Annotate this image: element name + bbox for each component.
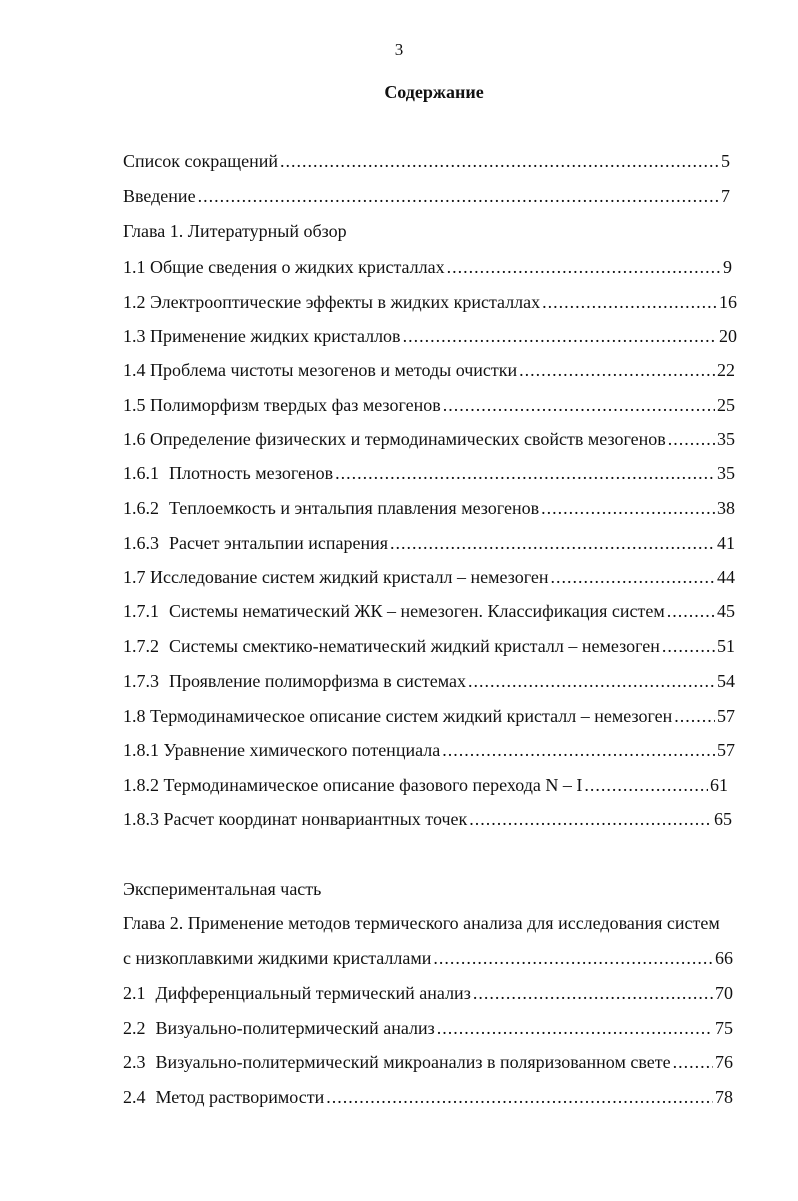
toc-entry-page: 35 <box>717 429 735 449</box>
toc-entry <box>123 462 735 484</box>
leader-dots <box>668 428 715 450</box>
toc-entry-label: 1.3 Применение жидких кристаллов <box>123 326 401 346</box>
toc-entry-title: Визуально-политермический анализ <box>155 1018 435 1038</box>
toc-section-heading: Экспериментальная часть <box>123 879 322 899</box>
leader-dots <box>442 739 715 761</box>
toc-entry-page: 54 <box>717 671 735 691</box>
toc-entry-label: 1.6 Определение физических и термодинамических свойств мезогенов <box>123 429 666 449</box>
toc-entry-number: 1.7.2 <box>123 636 159 656</box>
toc-entry-label: 1.8.3 Расчет координат нонвариантных точек <box>123 809 468 829</box>
toc-entry-label: 1.2 Электрооптические эффекты в жидких кристаллах <box>123 292 541 312</box>
toc-entry <box>123 1086 733 1108</box>
toc-entry <box>123 394 735 416</box>
leader-dots <box>542 291 717 313</box>
toc-entry-title: Плотность мезогенов <box>169 463 334 483</box>
toc-entry <box>123 705 735 727</box>
toc-entry <box>123 256 732 278</box>
toc-entry-page: 20 <box>719 326 737 346</box>
leader-dots <box>390 532 715 554</box>
toc-entry <box>123 566 735 588</box>
toc-entry-label <box>123 1051 671 1073</box>
leader-dots <box>519 359 715 381</box>
toc-entry-label: 1.5 Полиморфизм твердых фаз мезогенов <box>123 395 441 415</box>
toc-entry-title: Системы нематический ЖК – немезоген. Классификация систем <box>169 601 665 621</box>
toc-entry-label: 1.7 Исследование систем жидкий кристалл – немезоген <box>123 567 549 587</box>
toc-entry-title: Проявление полиморфизма в системах <box>169 671 466 691</box>
toc-entry <box>123 359 735 381</box>
toc-entry-label: 1.8.1 Уравнение химического потенциала <box>123 740 441 760</box>
leader-dots <box>403 325 717 347</box>
toc-entry-label: Введение <box>123 186 196 206</box>
toc-entry-label <box>123 635 660 657</box>
toc-entry-label <box>123 982 471 1004</box>
toc-entry-number: 1.7.1 <box>123 601 159 621</box>
toc-entry <box>123 635 735 657</box>
leader-dots <box>447 256 721 278</box>
leader-dots <box>437 1017 713 1039</box>
toc-entry <box>123 291 737 313</box>
toc-entry-number: 1.6.2 <box>123 498 159 518</box>
toc-entry <box>123 1017 733 1039</box>
toc-entry <box>123 982 733 1004</box>
toc-entry-number: 2.3 <box>123 1052 146 1072</box>
toc-entry-page: 75 <box>715 1018 733 1038</box>
toc-entry-title: Системы смектико-нематический жидкий кристалл – немезоген <box>169 636 660 656</box>
toc-entry-label <box>123 462 333 484</box>
toc-heading: Глава 1. Литературный обзор <box>123 221 347 241</box>
toc-entry-title: Метод растворимости <box>155 1087 325 1107</box>
toc-entry <box>123 428 735 450</box>
leader-dots <box>673 1051 713 1073</box>
toc-entry-label <box>123 497 539 519</box>
leader-dots <box>541 497 715 519</box>
toc-entry-label <box>123 670 466 692</box>
toc-entry-label: 1.8.2 Термодинамическое описание фазового перехода N – I <box>123 775 583 795</box>
leader-dots <box>335 462 715 484</box>
toc-entry-label: 1.8 Термодинамическое описание систем жидкий кристалл – немезоген <box>123 706 673 726</box>
toc-entry <box>123 150 730 172</box>
toc-entry-number: 1.6.3 <box>123 533 159 553</box>
toc-entry <box>123 185 730 207</box>
toc-entry-label <box>123 600 665 622</box>
toc-entry-page: 41 <box>717 533 735 553</box>
toc-entry <box>123 1051 733 1073</box>
leader-dots <box>326 1086 713 1108</box>
toc-entry-number: 2.1 <box>123 983 146 1003</box>
leader-dots <box>584 774 708 796</box>
toc-entry <box>123 739 735 761</box>
toc-entry-page: 25 <box>717 395 735 415</box>
toc-entry <box>123 947 733 969</box>
toc-entry-page: 35 <box>717 463 735 483</box>
toc-entry <box>123 808 732 830</box>
toc-entry-page: 78 <box>715 1087 733 1107</box>
leader-dots <box>551 566 715 588</box>
toc-entry <box>123 532 735 554</box>
toc-entry-label: Список сокращений <box>123 151 278 171</box>
toc-entry <box>123 774 728 796</box>
leader-dots <box>443 394 715 416</box>
toc-entry-title: Расчет энтальпии испарения <box>169 533 388 553</box>
toc-entry-page: 61 <box>710 775 728 795</box>
toc-entry-label: 1.1 Общие сведения о жидких кристаллах <box>123 257 445 277</box>
toc-entry-title: Визуально-политермический микроанализ в поляризованном свете <box>155 1052 671 1072</box>
toc-entry <box>123 325 737 347</box>
toc-entry-label: с низкоплавкими жидкими кристаллами <box>123 948 432 968</box>
toc-entry-label: 1.4 Проблема чистоты мезогенов и методы очистки <box>123 360 518 380</box>
toc-entry-page: 66 <box>715 948 733 968</box>
toc-entry-page: 70 <box>715 983 733 1003</box>
toc-entry-page: 16 <box>719 292 737 312</box>
toc-entry-page: 22 <box>717 360 735 380</box>
toc-entry-page: 44 <box>717 567 735 587</box>
toc-entry-page: 5 <box>721 151 730 171</box>
page-number: 3 <box>394 40 404 59</box>
toc-entry-page: 65 <box>714 809 732 829</box>
toc-entry-page: 76 <box>715 1052 733 1072</box>
leader-dots <box>674 705 715 727</box>
leader-dots <box>468 670 715 692</box>
toc-entry-page: 38 <box>717 498 735 518</box>
toc-entry-number: 2.2 <box>123 1018 146 1038</box>
toc-entry-number: 2.4 <box>123 1087 146 1107</box>
leader-dots <box>473 982 713 1004</box>
toc-entry <box>123 670 735 692</box>
toc-entry-number: 1.6.1 <box>123 463 159 483</box>
toc-entry-page: 9 <box>723 257 732 277</box>
toc-entry-label <box>123 1017 435 1039</box>
toc-entry <box>123 497 735 519</box>
leader-dots <box>198 185 719 207</box>
toc-entry-page: 57 <box>717 740 735 760</box>
toc-entry-page: 45 <box>717 601 735 621</box>
toc-entry-title: Теплоемкость и энтальпия плавления мезогенов <box>169 498 540 518</box>
toc-heading: Глава 2. Применение методов термического анализа для исследования систем <box>123 913 720 933</box>
leader-dots <box>280 150 719 172</box>
leader-dots <box>469 808 712 830</box>
toc-entry-number: 1.7.3 <box>123 671 159 691</box>
toc-entry-title: Дифференциальный термический анализ <box>155 983 471 1003</box>
leader-dots <box>433 947 713 969</box>
toc-entry <box>123 600 735 622</box>
leader-dots <box>662 635 715 657</box>
page-title: Содержание <box>384 82 484 102</box>
toc-entry-label <box>123 1086 324 1108</box>
toc-entry-page: 51 <box>717 636 735 656</box>
toc-entry-label <box>123 532 388 554</box>
toc-entry-page: 7 <box>721 186 730 206</box>
leader-dots <box>667 600 715 622</box>
toc-entry-page: 57 <box>717 706 735 726</box>
